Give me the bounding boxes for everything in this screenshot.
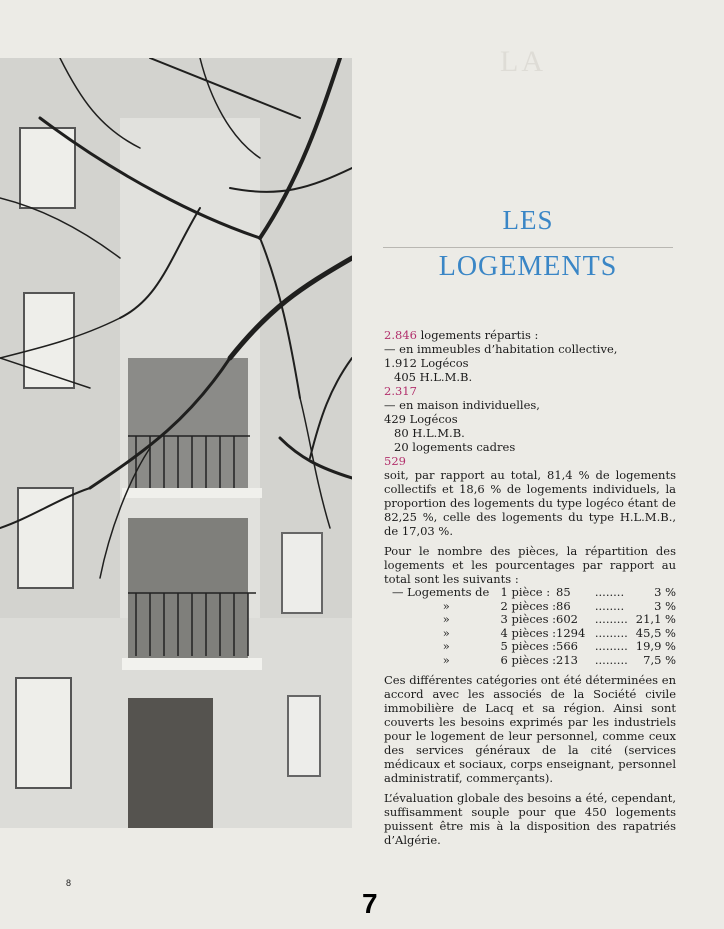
- paragraph-categories: Ces différentes catégories ont été déterminées en accord avec les associés de la Société civile immobilière de Lacq et sa région. Ainsi sont couverts les besoins exprimés par les industriels pour le logement de leur personnel, comme ceux des services généraux de la cité (services médicaux et sociaux, corps enseignant, personnel administratif, commerçants).: [384, 673, 676, 785]
- rooms-table: [392, 586, 676, 667]
- rooms-label: »: [442, 625, 450, 640]
- collective-logecos: 1.912 Logécos: [384, 356, 469, 370]
- rooms-percent: 3 %: [654, 598, 676, 613]
- collective-hlmb: 405 H.L.M.B.: [394, 370, 473, 384]
- rooms-label: »: [442, 652, 450, 667]
- paragraph-rooms-intro: Pour le nombre des pièces, la répartition des logements et les pourcentages par rapport au total sont les suivants :: [384, 544, 676, 586]
- page-mark: 7: [362, 888, 378, 919]
- individual-total: 529: [384, 454, 406, 468]
- rooms-dots: .........: [594, 639, 628, 653]
- rooms-row: [392, 600, 676, 614]
- rooms-pieces: 5 pièces :: [500, 639, 557, 653]
- rooms-row: [392, 613, 676, 627]
- collective-label: — en immeubles d’habitation collective,: [384, 342, 618, 356]
- individual-logecos: 429 Logécos: [384, 412, 458, 426]
- rooms-dots: .........: [594, 612, 628, 626]
- rooms-count: 1294: [556, 625, 586, 640]
- rooms-percent: 3 %: [654, 585, 676, 599]
- paragraph-percentages: soit, par rapport au total, 81,4 % de logements collectifs et 18,6 % de logements individuels, la proportion des logements du type logéco étant de 82,25 %, celle des logements du type H.L.M.B., de 17,03 %.: [384, 468, 676, 538]
- rooms-label: »: [442, 639, 450, 653]
- title-line-1: LES: [502, 205, 554, 235]
- rooms-dots: .........: [594, 625, 628, 640]
- title-divider: [383, 247, 673, 248]
- rooms-pieces: 1 pièce :: [500, 585, 551, 599]
- page-folio: 8: [66, 878, 72, 888]
- title-line-2: LOGEMENTS: [438, 251, 618, 282]
- rooms-row: [392, 640, 676, 654]
- show-through-text: LA: [500, 45, 546, 78]
- rooms-dots: ........: [594, 585, 625, 599]
- rooms-pieces: 6 pièces :: [500, 652, 557, 667]
- rooms-label: — Logements de: [392, 585, 490, 599]
- rooms-count: 85: [556, 585, 571, 599]
- total-line: [384, 328, 676, 342]
- rooms-pieces: 4 pièces :: [500, 625, 557, 640]
- rooms-label: »: [442, 612, 450, 626]
- rooms-count: 566: [556, 639, 578, 653]
- body-text: [384, 328, 676, 847]
- rooms-count: 602: [556, 612, 578, 626]
- rooms-pieces: 2 pièces :: [500, 598, 557, 613]
- rooms-percent: 21,1 %: [635, 612, 676, 626]
- rooms-row: [392, 654, 676, 668]
- rooms-percent: 7,5 %: [643, 652, 676, 667]
- rooms-label: »: [442, 598, 450, 613]
- rooms-percent: 45,5 %: [635, 625, 676, 640]
- rooms-percent: 19,9 %: [635, 639, 676, 653]
- individual-label: — en maison individuelles,: [384, 398, 540, 412]
- rooms-dots: ........: [594, 598, 625, 613]
- rooms-count: 213: [556, 652, 578, 667]
- rooms-row: [392, 627, 676, 641]
- individual-hlmb: 80 H.L.M.B.: [394, 426, 465, 440]
- total-description: logements répartis :: [420, 328, 539, 342]
- individual-cadres: 20 logements cadres: [394, 440, 516, 454]
- rooms-row: [392, 586, 676, 600]
- rooms-count: 86: [556, 598, 571, 613]
- rooms-pieces: 3 pièces :: [500, 612, 557, 626]
- collective-total: 2.317: [384, 384, 417, 398]
- paragraph-evaluation: L’évaluation globale des besoins a été, cependant, suffisamment souple pour que 450 logements puissent être mis à la disposition des rapatriés d’Algérie.: [384, 791, 676, 847]
- building-photo: [0, 58, 352, 828]
- rooms-dots: .........: [594, 652, 628, 667]
- total-number: 2.846: [384, 328, 417, 342]
